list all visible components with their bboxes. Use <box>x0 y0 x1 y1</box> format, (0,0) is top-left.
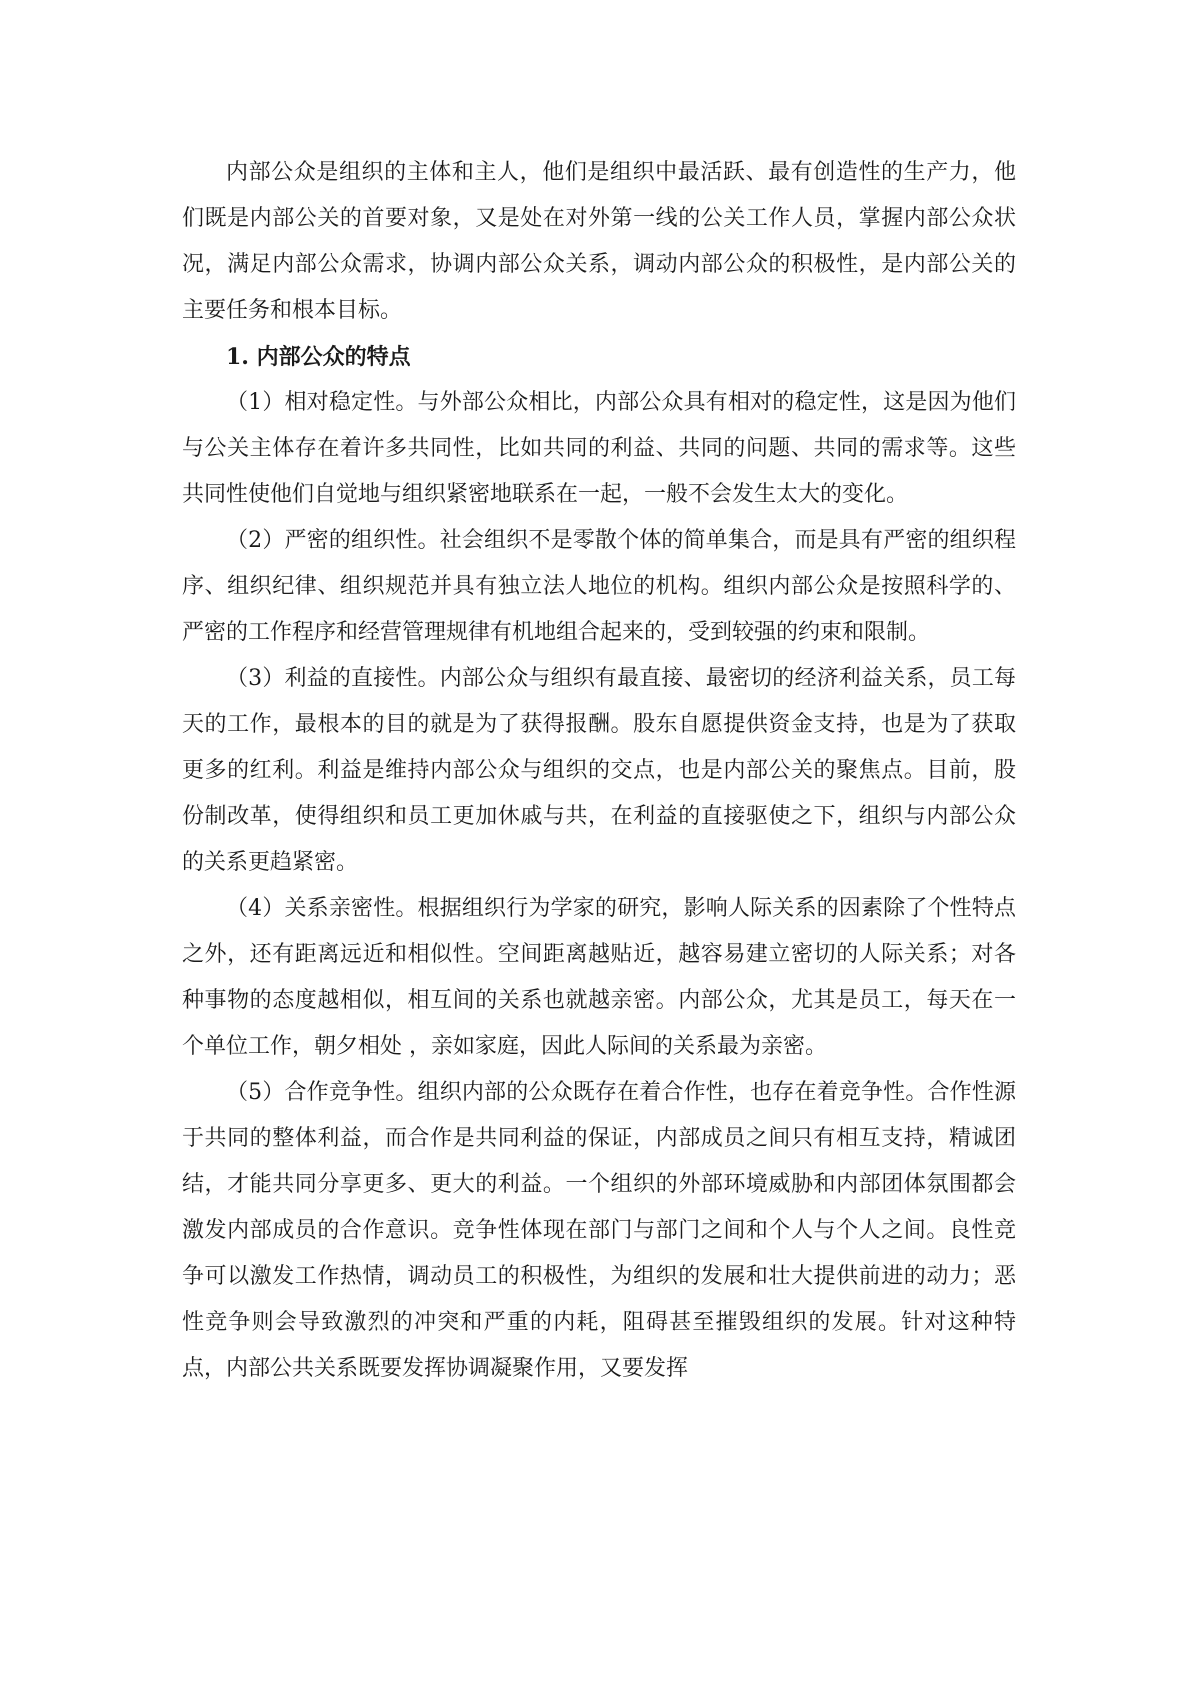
document-page <box>182 150 1016 1392</box>
paragraph-item-5: （5）合作竞争性。组织内部的公众既存在着合作性，也存在着竞争性。合作性源于共同的整体利益，而合作是共同利益的保证，内部成员之间只有相互支持，精诚团结，才能共同分享更多、更大的利益。一个组织的外部环境威胁和内部团体氛围都会激发内部成员的合作意识。竞争性体现在部门与部门之间和个人与个人之间。良性竞争可以激发工作热情，调动员工的积极性，为组织的发展和壮大提供前进的动力；恶性竞争则会导致激烈的冲突和严重的内耗，阻碍甚至摧毁组织的发展。针对这种特点，内部公共关系既要发挥协调凝聚作用，又要发挥 <box>182 1080 1016 1381</box>
intro-paragraph: 内部公众是组织的主体和主人，他们是组织中最活跃、最有创造性的生产力，他们既是内部公关的首要对象，又是处在对外第一线的公关工作人员，掌握内部公众状况，满足内部公众需求，协调内部公众关系，调动内部公众的积极性，是内部公关的主要任务和根本目标。 <box>182 160 1016 323</box>
paragraph-item-2: （2）严密的组织性。社会组织不是零散个体的简单集合，而是具有严密的组织程序、组织纪律、组织规范并具有独立法人地位的机构。组织内部公众是按照科学的、严密的工作程序和经营管理规律有机地组合起来的，受到较强的约束和限制。 <box>182 528 1016 645</box>
paragraph-item-1: （1）相对稳定性。与外部公众相比，内部公众具有相对的稳定性，这是因为他们与公关主体存在着许多共同性，比如共同的利益、共同的问题、共同的需求等。这些共同性使他们自觉地与组织紧密地联系在一起，一般不会发生太大的变化。 <box>182 390 1016 507</box>
paragraph-item-4: （4）关系亲密性。根据组织行为学家的研究，影响人际关系的因素除了个性特点之外，还有距离远近和相似性。空间距离越贴近，越容易建立密切的人际关系；对各种事物的态度越相似，相互间的关系也就越亲密。内部公众，尤其是员工，每天在一个单位工作，朝夕相处 ，亲如家庭，因此人际间的关系最为亲密。 <box>182 896 1016 1059</box>
section-heading: 1. 内部公众的特点 <box>226 344 411 370</box>
paragraph-item-3: （3）利益的直接性。内部公众与组织有最直接、最密切的经济利益关系，员工每天的工作，最根本的目的就是为了获得报酬。股东自愿提供资金支持，也是为了获取更多的红利。利益是维持内部公众与组织的交点，也是内部公关的聚焦点。目前，股份制改革，使得组织和员工更加休戚与共，在利益的直接驱使之下，组织与内部公众的关系更趋紧密。 <box>182 666 1016 875</box>
